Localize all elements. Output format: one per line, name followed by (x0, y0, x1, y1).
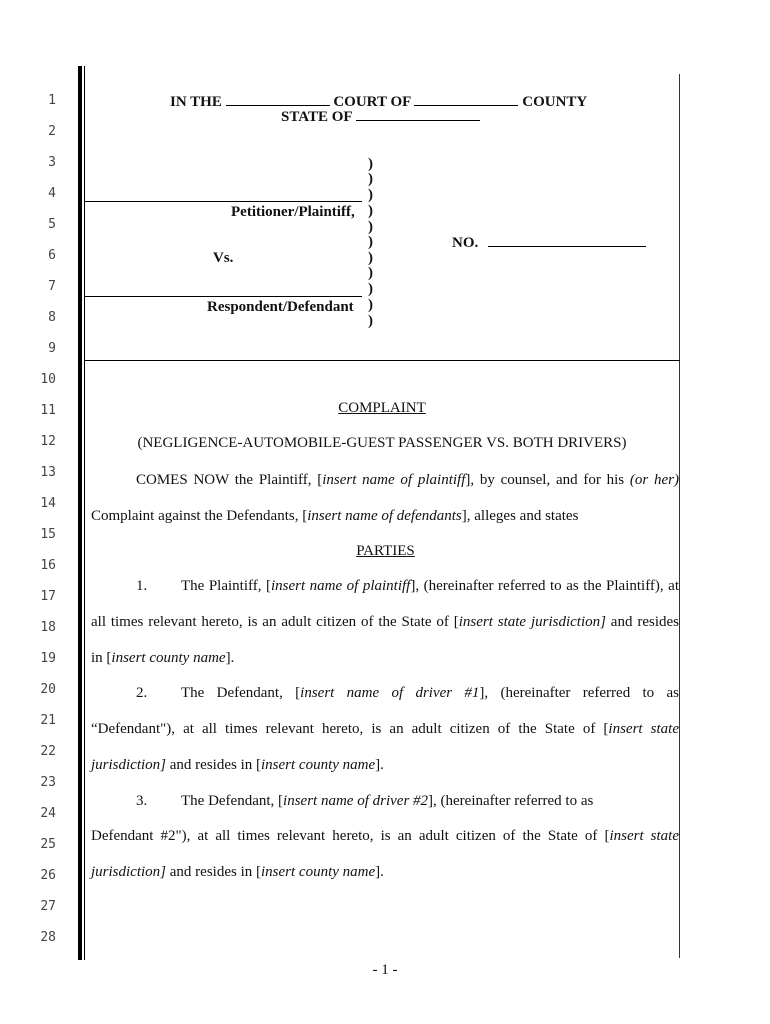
case-number-field (452, 234, 646, 251)
caption-paren: ) (368, 171, 373, 187)
respondent-name-line (84, 296, 362, 297)
para1-line-2: all times relevant hereto, is an adult citizen of the State of [insert state jurisdiction] and resides (91, 614, 679, 630)
caption-paren: ) (368, 219, 373, 235)
caption-paren: ) (368, 313, 373, 329)
line-number: 3 (48, 155, 56, 170)
line-number: 16 (40, 558, 56, 573)
line-number: 4 (48, 186, 56, 201)
petitioner-name-line (84, 201, 362, 202)
para3-line-3: jurisdiction] and resides in [insert county name]. (91, 864, 384, 880)
intro-line-2: Complaint against the Defendants, [insert name of defendants], alleges and states (91, 508, 579, 524)
caption-paren: ) (368, 187, 373, 203)
line-number: 7 (48, 279, 56, 294)
para2-number: 2. (136, 685, 148, 701)
para1-line-3: in [insert county name]. (91, 650, 235, 666)
case-no-label: NO. (452, 235, 479, 251)
caption-paren: ) (368, 250, 373, 266)
petitioner-label: Petitioner/Plaintiff, (231, 204, 355, 220)
line-number: 26 (40, 868, 56, 883)
line-number: 1 (48, 93, 56, 108)
court-name-blank (226, 93, 330, 106)
para3-line-2: Defendant #2"), at all times relevant hereto, is an adult citizen of the State of [insert state (91, 828, 679, 844)
line-number: 20 (40, 682, 56, 697)
line-number: 11 (40, 403, 56, 418)
para2-line-3: jurisdiction] and resides in [insert county name]. (91, 757, 384, 773)
respondent-label: Respondent/Defendant (207, 299, 354, 315)
para2-line-1: The Defendant, [insert name of driver #1], (hereinafter referred to as (181, 685, 679, 701)
page-number: - 1 - (372, 962, 398, 978)
intro-line-1: COMES NOW the Plaintiff, [insert name of plaintiff], by counsel, and for his (or her) (136, 472, 680, 488)
caption-paren: ) (368, 281, 373, 297)
line-number: 8 (48, 310, 56, 325)
document-title: COMPLAINT (338, 400, 426, 416)
line-number: 12 (40, 434, 56, 449)
line-number: 10 (40, 372, 56, 387)
para1-line-1: The Plaintiff, [insert name of plaintiff], (hereinafter referred to as the Plaintiff), at (181, 578, 679, 594)
line-number: 14 (40, 496, 56, 511)
document-subtitle: (NEGLIGENCE-AUTOMOBILE-GUEST PASSENGER VS. BOTH DRIVERS) (137, 435, 627, 451)
line-number: 24 (40, 806, 56, 821)
line-number: 18 (40, 620, 56, 635)
caption-paren: ) (368, 234, 373, 250)
state-heading-line (281, 108, 480, 125)
state-label: STATE OF (281, 109, 352, 125)
right-margin-rule (679, 74, 680, 958)
court-suffix: COUNTY (522, 94, 588, 110)
line-number: 17 (40, 589, 56, 604)
court-prefix: IN THE (170, 94, 222, 110)
para1-number: 1. (136, 578, 148, 594)
line-number: 13 (40, 465, 56, 480)
caption-paren: ) (368, 203, 373, 219)
left-margin-rule (78, 66, 82, 960)
para3-number: 3. (136, 793, 148, 809)
para2-line-2: “Defendant"), at all times relevant hereto, is an adult citizen of the State of [insert state (91, 721, 680, 737)
para3-line-1: The Defendant, [insert name of driver #2], (hereinafter referred to as (181, 793, 594, 809)
court-middle: COURT OF (333, 94, 411, 110)
caption-paren: ) (368, 265, 373, 281)
line-number: 5 (48, 217, 56, 232)
line-number: 22 (40, 744, 56, 759)
caption-bottom-rule (84, 360, 680, 361)
line-number: 15 (40, 527, 56, 542)
state-name-blank (356, 108, 480, 121)
line-number: 19 (40, 651, 56, 666)
line-number: 9 (48, 341, 56, 356)
caption-paren: ) (368, 156, 373, 172)
county-name-blank (414, 93, 518, 106)
parties-heading: PARTIES (356, 543, 415, 559)
caption-paren: ) (368, 297, 373, 313)
line-number: 21 (40, 713, 56, 728)
line-number: 28 (40, 930, 56, 945)
versus-label: Vs. (213, 250, 234, 266)
case-number-blank (488, 234, 646, 247)
line-number: 25 (40, 837, 56, 852)
line-number: 27 (40, 899, 56, 914)
line-number: 23 (40, 775, 56, 790)
line-number: 2 (48, 124, 56, 139)
line-number: 6 (48, 248, 56, 263)
